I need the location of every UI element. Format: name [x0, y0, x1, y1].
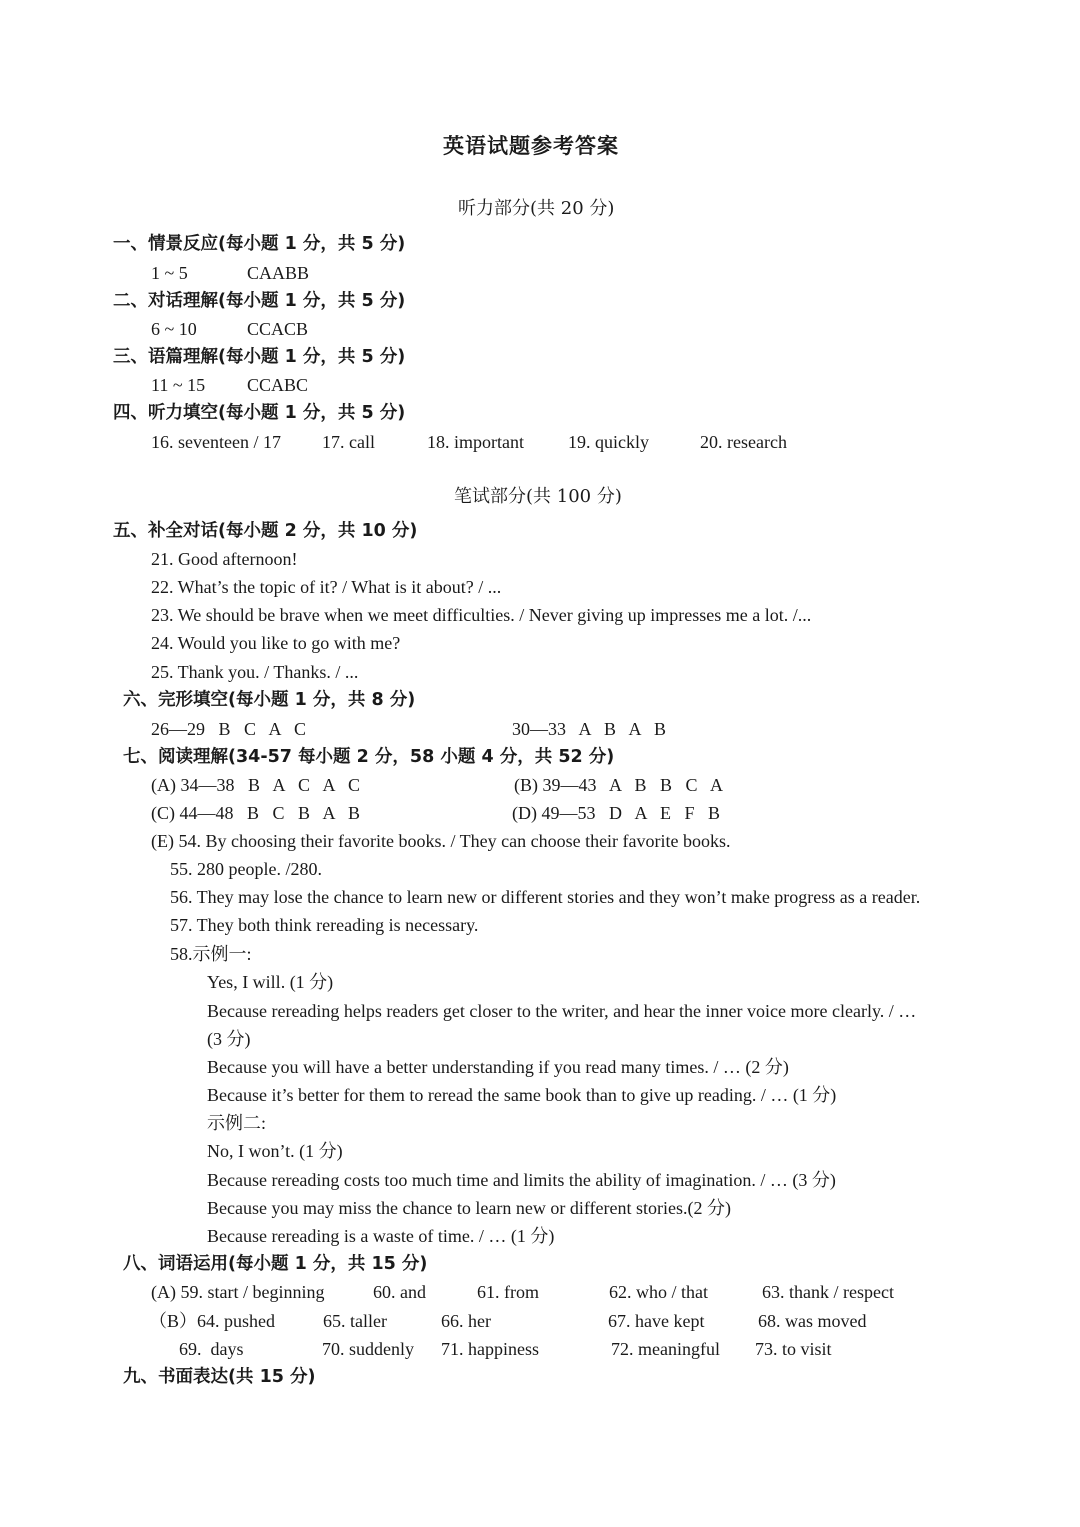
example-1-line: Because rereading helps readers get closer to the writer, and hear the inner voice more clearly. / …	[207, 1001, 917, 1021]
example-1-line: Yes, I will. (1 分)	[207, 972, 334, 992]
answer-54: (E) 54. By choosing their favorite books. / They can choose their favorite books.	[151, 831, 731, 851]
word-use-71: 71. happiness	[441, 1339, 539, 1359]
example-2-line: Because rereading is a waste of time. / … (1 分)	[207, 1226, 555, 1246]
word-use-73: 73. to visit	[755, 1339, 832, 1359]
section-8-heading: 八、词语运用(每小题 1 分，共 15 分)	[123, 1254, 428, 1274]
answer-58-label: 58.示例一:	[170, 944, 252, 964]
section-3-range: 11 ~ 15	[151, 375, 206, 395]
section-4-heading: 四、听力填空(每小题 1 分，共 5 分)	[113, 403, 406, 423]
answer-56: 56. They may lose the chance to learn new or different stories and they won’t make progress as a reader.	[170, 887, 921, 907]
word-use-59: (A) 59. start / beginning	[151, 1282, 325, 1302]
word-use-61: 61. from	[477, 1282, 539, 1302]
page-title: 英语试题参考答案	[443, 133, 619, 158]
section-2-answers: CCACB	[247, 319, 309, 339]
example-1-line: Because it’s better for them to reread the same book than to give up reading. / … (1 分)	[207, 1085, 837, 1105]
reading-b: (B) 39—43 A B B C A	[514, 775, 724, 795]
section-9-heading: 九、书面表达(共 15 分)	[123, 1367, 316, 1387]
cloze-26-29: 26—29 B C A C	[151, 719, 307, 739]
answer-24: 24. Would you like to go with me?	[151, 633, 401, 653]
answer-19: 19. quickly	[568, 432, 649, 452]
section-3-heading: 三、语篇理解(每小题 1 分，共 5 分)	[113, 347, 406, 367]
example-2-line: No, I won’t. (1 分)	[207, 1141, 343, 1161]
example-2-label: 示例二:	[207, 1113, 267, 1133]
section-2-heading: 二、对话理解(每小题 1 分，共 5 分)	[113, 291, 406, 311]
word-use-68: 68. was moved	[758, 1311, 867, 1331]
answer-23: 23. We should be brave when we meet difficulties. / Never giving up impresses me a lot. /...	[151, 605, 812, 625]
example-2-line: Because you may miss the chance to learn new or different stories.(2 分)	[207, 1198, 731, 1218]
reading-c: (C) 44—48 B C B A B	[151, 803, 361, 823]
word-use-63: 63. thank / respect	[762, 1282, 894, 1302]
answer-55: 55. 280 people. /280.	[170, 859, 322, 879]
example-2-line: Because rereading costs too much time and limits the ability of imagination. / … (3 分)	[207, 1170, 836, 1190]
word-use-60: 60. and	[373, 1282, 426, 1302]
section-7-heading: 七、阅读理解(34-57 每小题 2 分，58 小题 4 分，共 52 分)	[123, 747, 615, 767]
word-use-72: 72. meaningful	[611, 1339, 720, 1359]
answer-20: 20. research	[700, 432, 787, 452]
word-use-65: 65. taller	[323, 1311, 387, 1331]
word-use-67: 67. have kept	[608, 1311, 705, 1331]
written-part-header: 笔试部分(共 100 分)	[454, 486, 622, 507]
answer-16: 16. seventeen / 17	[151, 432, 281, 452]
word-use-66: 66. her	[441, 1311, 491, 1331]
answer-21: 21. Good afternoon!	[151, 549, 298, 569]
section-2-range: 6 ~ 10	[151, 319, 197, 339]
reading-d: (D) 49—53 D A E F B	[512, 803, 721, 823]
cloze-30-33: 30—33 A B A B	[512, 719, 667, 739]
answer-18: 18. important	[427, 432, 524, 452]
listening-part-header: 听力部分(共 20 分)	[458, 198, 615, 219]
section-6-heading: 六、完形填空(每小题 1 分，共 8 分)	[123, 690, 416, 710]
example-1-line: Because you will have a better understanding if you read many times. / … (2 分)	[207, 1057, 789, 1077]
section-1-range: 1 ~ 5	[151, 263, 188, 283]
answer-25: 25. Thank you. / Thanks. / ...	[151, 662, 359, 682]
word-use-69: 69. days	[179, 1339, 244, 1359]
section-1-heading: 一、情景反应(每小题 1 分，共 5 分)	[113, 234, 406, 254]
answer-22: 22. What’s the topic of it? / What is it about? / ...	[151, 577, 502, 597]
word-use-62: 62. who / that	[609, 1282, 708, 1302]
section-3-answers: CCABC	[247, 375, 309, 395]
answer-57: 57. They both think rereading is necessary.	[170, 915, 479, 935]
word-use-70: 70. suddenly	[322, 1339, 414, 1359]
word-use-64: （B）64. pushed	[149, 1311, 275, 1331]
answer-17: 17. call	[322, 432, 375, 452]
example-1-line: (3 分)	[207, 1029, 251, 1049]
section-1-answers: CAABB	[247, 263, 310, 283]
reading-a: (A) 34—38 B A C A C	[151, 775, 361, 795]
section-5-heading: 五、补全对话(每小题 2 分，共 10 分)	[113, 521, 418, 541]
